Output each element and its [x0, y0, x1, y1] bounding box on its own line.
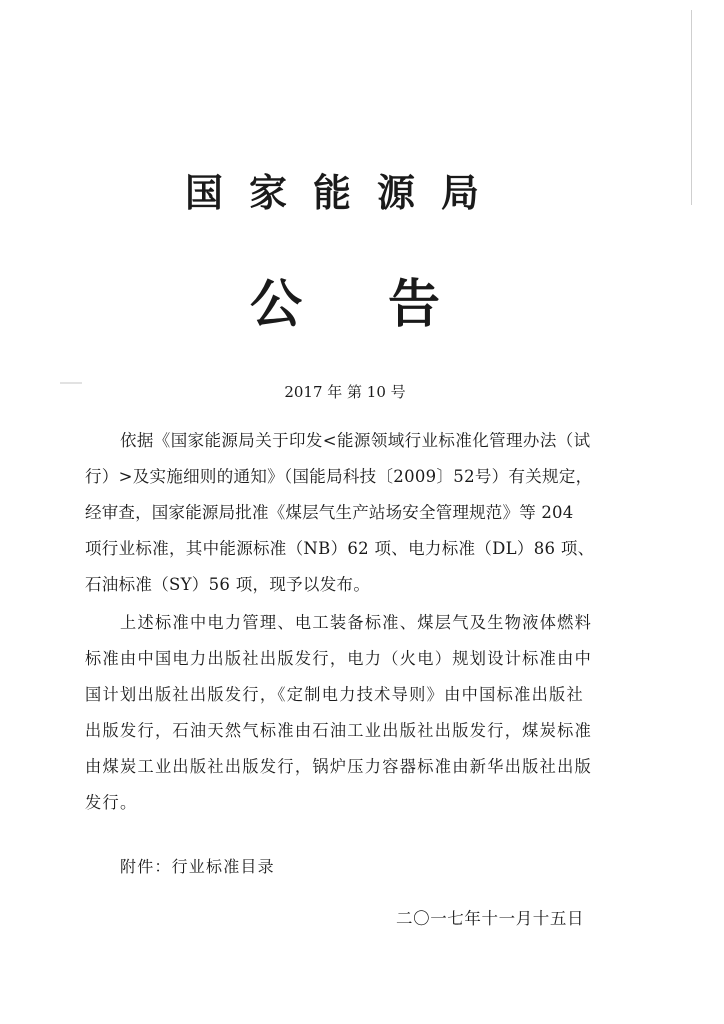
paragraph-line: 由煤炭工业出版社出版发行，锅炉压力容器标准由新华出版社出版 — [85, 757, 593, 776]
paragraph-line: 行）>及实施细则的通知》（国能局科技〔2009〕52号）有关规定， — [85, 467, 593, 486]
document-number: 2017 年 第 10 号 — [284, 383, 406, 401]
paragraph-line: 经审查，国家能源局批准《煤层气生产站场安全管理规范》等 204 — [85, 503, 574, 522]
organization-title: 国家能源局 — [184, 170, 505, 215]
paragraph-line: 上述标准中电力管理、电工装备标准、煤层气及生物液体燃料 — [120, 613, 593, 632]
document-title: 公告 — [249, 275, 526, 335]
paragraph-line: 依据《国家能源局关于印发<能源领域行业标准化管理办法（试 — [120, 431, 591, 450]
paragraph-line: 发行。 — [85, 793, 138, 812]
paragraph-line: 石油标准（SY）56 项，现予以发布。 — [85, 575, 371, 594]
paragraph-line: 标准由中国电力出版社出版发行，电力（火电）规划设计标准由中 — [85, 649, 593, 668]
paragraph-line: 国计划出版社出版发行，《定制电力技术导则》由中国标准出版社 — [85, 685, 585, 704]
scan-edge-line — [691, 10, 692, 205]
issue-date: 二〇一七年十一月十五日 — [396, 909, 585, 928]
paragraph-line: 出版发行，石油天然气标准由石油工业出版社出版发行，煤炭标准 — [85, 721, 593, 740]
attachment-note: 附件：行业标准目录 — [120, 857, 275, 876]
paragraph-line: 项行业标准，其中能源标准（NB）62 项、电力标准（DL）86 项、 — [85, 539, 595, 558]
